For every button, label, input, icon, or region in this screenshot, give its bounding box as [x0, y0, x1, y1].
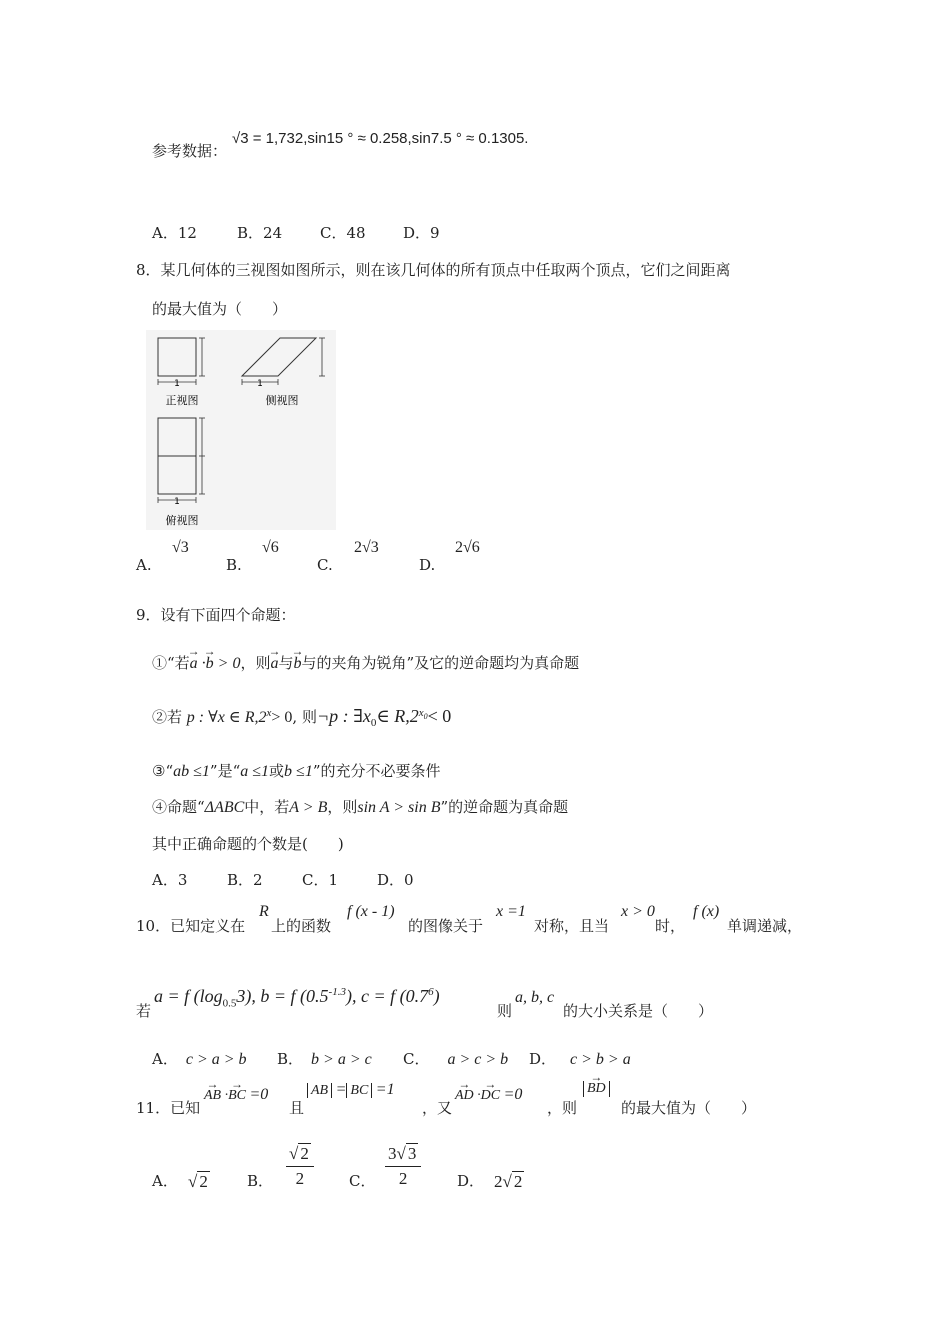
q7-option-b[interactable]: B．24	[237, 224, 283, 242]
q10-f-x: f (x)	[693, 903, 720, 920]
top-view-label: 俯视图	[165, 514, 199, 527]
q7-option-d[interactable]: D．9	[403, 224, 440, 242]
q9-option-d[interactable]: D．0	[377, 871, 414, 889]
q10-text-s: 的大小关系是（ ）	[563, 1002, 714, 1020]
q10-option-b[interactable]: B． b > a > c	[277, 1050, 372, 1068]
q10-x-eq-1: x =1	[496, 903, 526, 920]
q11-ad-dot-dc: → AD ·→ DC =0	[455, 1086, 522, 1104]
q10-option-a[interactable]: A． c > a > b	[152, 1050, 247, 1068]
q11-text-a: 11．已知	[136, 1099, 201, 1117]
q7-option-a[interactable]: A．12	[152, 224, 197, 242]
q8-option-a-value: √3	[172, 539, 189, 556]
q10-abc-defs: a = f $(\log_{0.5}3)$, b = f $(0.5^{-1.3})$, c = f $(0.7^6)$	[154, 986, 440, 1010]
q8-text-line2: 的最大值为（ ）	[152, 300, 288, 318]
q10-text-l: 若	[136, 1002, 152, 1020]
q10-f-x-minus-1: f (x - 1)	[347, 903, 395, 920]
q9-prop1: ①“若→ a ·→ b > 0，则→ a与→ b与的夹角为锐角”及它的逆命题均为真命题	[152, 652, 579, 673]
q10-line1: 10．已知定义在	[136, 917, 246, 935]
q10-text-i: 时，	[655, 917, 686, 935]
q11-option-a-value: √ 2	[188, 1172, 208, 1191]
q10-text-q: 则	[497, 1002, 513, 1020]
q9-prop3: ③“ab ≤1”是“a ≤1或b ≤1”的充分不必要条件	[152, 762, 441, 780]
q10-text-e: 的图像关于	[408, 917, 484, 935]
vec-b: → b	[294, 655, 302, 673]
q10-text-g: 对称，且当	[534, 917, 610, 935]
q11-option-d[interactable]: D．	[457, 1172, 485, 1190]
q11-option-b-value: $\frac{√ 2}{2}$	[286, 1144, 314, 1189]
vec-a-dot-b: → a ·→ b > 0	[190, 655, 241, 672]
q9-prop4: ④命题“ΔABC中，若A > B，则sin A > sin B”的逆命题为真命题	[152, 798, 569, 816]
vec-a: → a	[270, 655, 278, 673]
three-views-figure	[146, 330, 336, 530]
front-dim-label: 1	[174, 379, 180, 389]
q8-text-line1: 8．某几何体的三视图如图所示，则在该几何体的所有顶点中任取两个顶点，它们之间距离	[136, 261, 731, 279]
q11-option-a[interactable]: A．	[152, 1172, 178, 1190]
reference-label: 参考数据：	[152, 142, 228, 160]
q8-option-b-value: √6	[262, 539, 279, 556]
reference-values: √3 = 1,732,sin15 ° ≈ 0.258,sin7.5 ° ≈ 0.1305.	[232, 130, 529, 147]
q10-x-gt-0: x > 0	[621, 903, 655, 920]
q10-option-d[interactable]: D． c > b > a	[529, 1050, 631, 1068]
q11-option-c[interactable]: C．	[349, 1172, 376, 1190]
q9-title: 9．设有下面四个命题：	[136, 606, 296, 624]
q9-option-b[interactable]: B．2	[227, 871, 263, 889]
q10-text-k: 单调递减，	[727, 917, 803, 935]
q11-option-b[interactable]: B．	[247, 1172, 274, 1190]
q9-option-c[interactable]: C．1	[302, 871, 339, 889]
front-view-label: 正视图	[165, 394, 199, 407]
q11-option-d-value: 2√ 2	[494, 1172, 523, 1191]
q8-option-d-value: 2√6	[455, 539, 480, 556]
q11-text-h: ，则	[547, 1099, 578, 1117]
q10-option-c[interactable]: C． a > c > b	[403, 1050, 509, 1068]
q11-abs-bd: → BD	[583, 1081, 610, 1097]
q11-text-f: ，又	[422, 1099, 453, 1117]
q11-text-i: 的最大值为（ ）	[621, 1099, 757, 1117]
q8-option-b-letter[interactable]: B.	[226, 556, 242, 574]
q9-ask: 其中正确命题的个数是( )	[152, 835, 344, 853]
q10-text-c: 上的函数	[271, 917, 332, 935]
q9-option-a[interactable]: A．3	[152, 871, 188, 889]
q8-option-a-letter[interactable]: A.	[136, 556, 152, 574]
q11-text-c: 且	[289, 1099, 305, 1117]
q11-abs-ab-bc: AB = BC =1	[307, 1081, 395, 1099]
q7-option-c[interactable]: C．48	[320, 224, 366, 242]
q9-prop2: ②若 p : ∀x ∈ $R,2^x> 0$, 则¬p : $\exists x_0\in$ $R,2^{x_0}< 0$	[152, 706, 452, 729]
side-dim-label: 1	[257, 379, 263, 389]
q8-option-c-letter[interactable]: C.	[317, 556, 333, 574]
q8-option-d-letter[interactable]: D.	[419, 556, 436, 574]
q11-option-c-value: $\frac{3√ 3}{2}$	[385, 1144, 421, 1189]
q10-abc: a, b, c	[515, 989, 555, 1006]
top-dim-label: 1	[174, 497, 180, 507]
q8-option-c-value: 2√3	[354, 539, 379, 556]
side-view-label: 侧视图	[265, 394, 299, 407]
q10-R: R	[259, 903, 269, 920]
q11-ab-dot-bc: → AB ·→ BC =0	[204, 1086, 268, 1104]
